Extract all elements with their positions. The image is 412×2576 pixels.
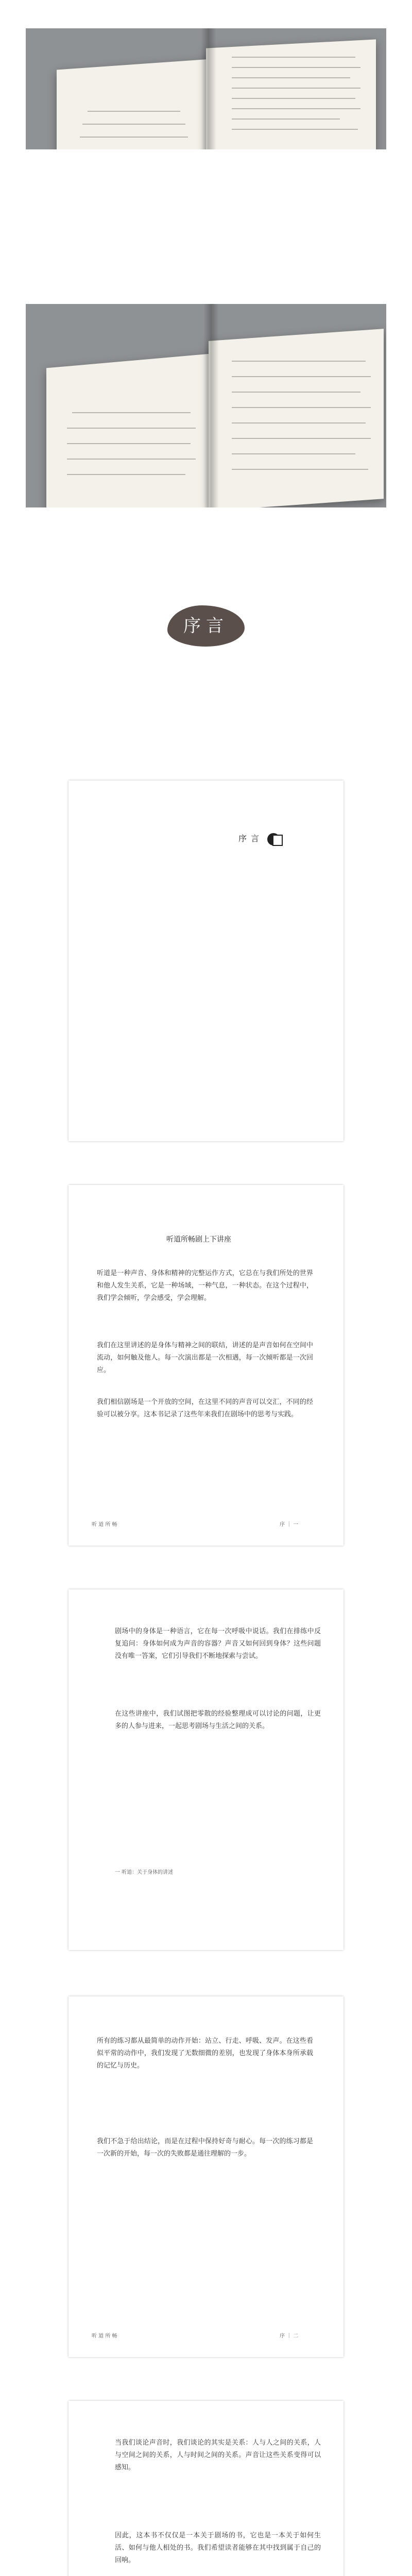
text-line [232, 376, 371, 377]
book-page-left [46, 353, 216, 507]
text-line [232, 88, 360, 89]
text-line [232, 407, 371, 408]
paragraph: 听道是一种声音、身体和精神的完整运作方式，它总在与我们所处的世界和他人发生关系，它是一种场域，一种气息，一种状态。在这个过程中，我们学会倾听，学会感受，学会理解。 [97, 1269, 313, 1302]
text-line [82, 124, 185, 125]
text-line [232, 422, 366, 423]
book-gutter [201, 28, 216, 149]
book-page [68, 1996, 344, 2357]
text-line [232, 108, 360, 109]
text-line [232, 129, 358, 130]
text-line [67, 428, 196, 429]
text-line [232, 77, 350, 78]
text-line [67, 459, 196, 460]
paragraph: 我们不急于给出结论，而是在过程中保持好奇与耐心。每一次的练习都是一次新的开始，每一次的失败都是通往理解的一步。 [97, 2138, 313, 2158]
book-page-right [209, 329, 384, 507]
book-page [68, 2401, 344, 2576]
preface-heading-text: 序言 [238, 834, 264, 843]
text-line [232, 57, 355, 58]
footer-left: 听 道 所 畅 [92, 2333, 117, 2339]
footer-right: 序 ｜ 一 [280, 1522, 299, 1528]
preface-mark-icon [267, 833, 280, 845]
text-line [232, 392, 360, 393]
book-photo-1 [26, 28, 386, 149]
footer-left: 听 道 所 畅 [92, 1522, 117, 1528]
text-line [232, 438, 371, 439]
text-line [67, 474, 185, 475]
footnote: 一 听道：关于身体的讲述 [115, 1870, 174, 1875]
text-line [232, 98, 355, 99]
paragraph: 在这些讲座中，我们试图把零散的经验整理成可以讨论的问题，让更多的人参与进来，一起思考剧场与生活之间的关系。 [115, 1710, 321, 1730]
text-line [232, 469, 368, 470]
paragraph: 我们相信剧场是一个开放的空间，在这里不同的声音可以交汇，不同的经验可以被分享。这本书记录了这些年来我们在剧场中的思考与实践。 [97, 1398, 313, 1418]
text-line [88, 111, 180, 112]
book-page-right [206, 39, 376, 149]
book-page [68, 1589, 344, 1950]
preface-title-page [68, 781, 344, 1141]
preface-heading [238, 832, 280, 845]
book-gutter [203, 304, 219, 507]
paragraph: 我们在这里讲述的是身体与精神之间的联结，讲述的是声音如何在空间中流动，如何触及他人。每一次演出都是一次相遇，每一次倾听都是一次回应。 [97, 1342, 313, 1374]
text-line [67, 443, 191, 444]
book-page [68, 1185, 344, 1546]
book-photo-2 [26, 304, 386, 507]
text-line [232, 453, 355, 454]
paragraph: 当我们谈论声音时，我们谈论的其实是关系：人与人之间的关系，人与空间之间的关系，人与时间之间的关系。声音让这些关系变得可以感知。 [115, 2439, 321, 2471]
footer-right: 序 ｜ 二 [280, 2333, 299, 2339]
text-line [232, 361, 366, 362]
section-title: 序言 [183, 616, 229, 636]
paragraph: 所有的练习都从最简单的动作开始：站立、行走、呼吸、发声。在这些看似平常的动作中，我们发现了无数细微的差别，也发现了身体本身所承载的记忆与历史。 [97, 2037, 313, 2070]
book-page-left [57, 59, 211, 149]
text-line [232, 118, 340, 120]
text-line [232, 67, 360, 68]
paragraph: 因此，这本书不仅仅是一本关于剧场的书，它也是一本关于如何生活、如何与他人相处的书。我们希望读者能够在其中找到属于自己的回响。 [115, 2532, 321, 2564]
text-line [72, 412, 191, 413]
page-title: 听道所畅剧上下讲座 [166, 1235, 231, 1244]
paragraph: 剧场中的身体是一种语言，它在每一次呼吸中说话。我们在排练中反复追问：身体如何成为声音的容器？声音又如何回到身体？这些问题没有唯一答案，它们引导我们不断地探索与尝试。 [115, 1628, 321, 1660]
text-line [80, 137, 188, 138]
